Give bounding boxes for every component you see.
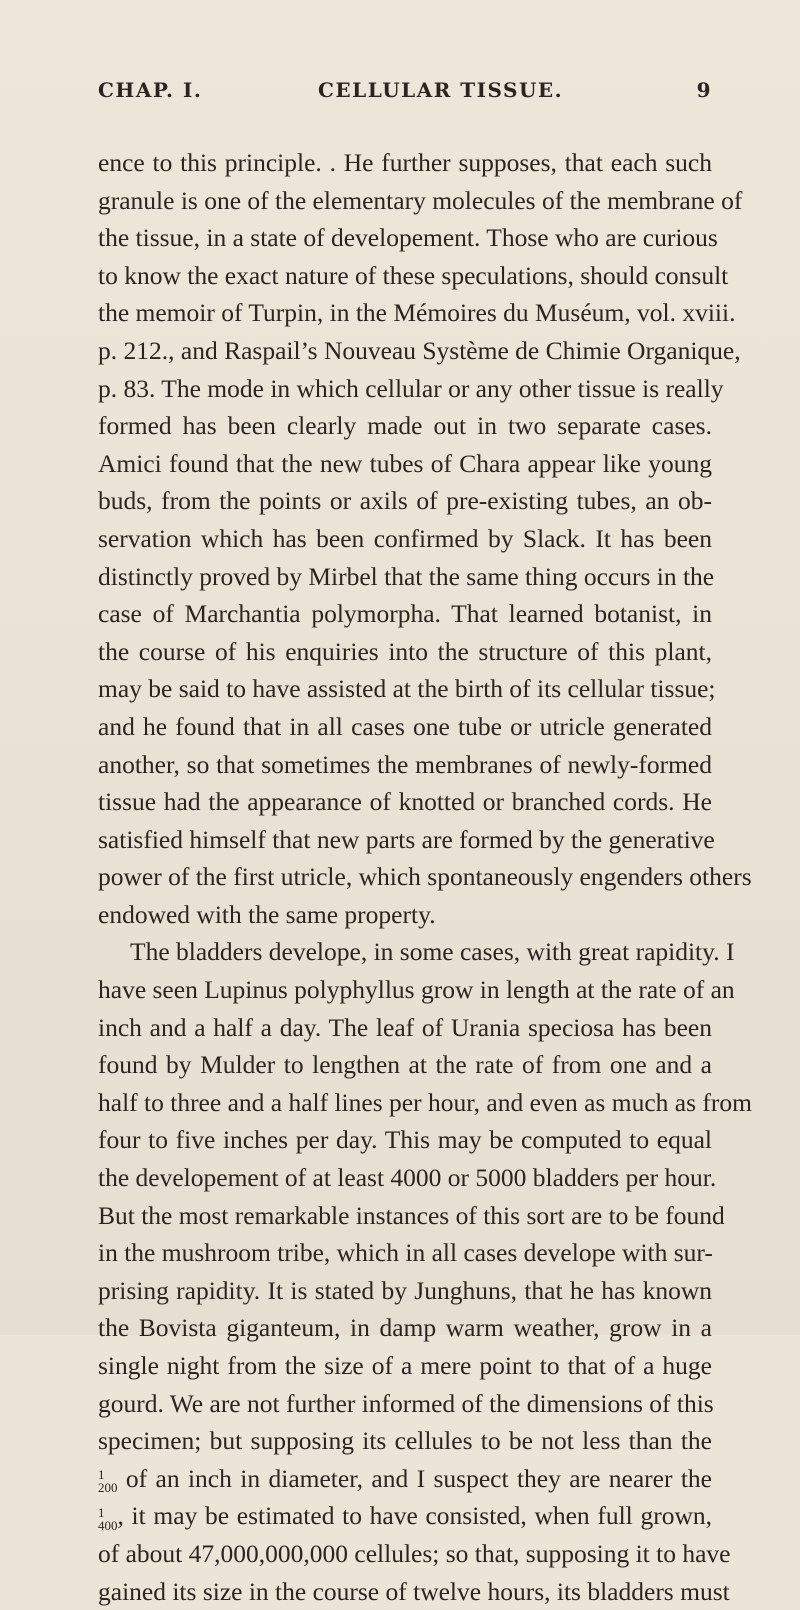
text-line: four to five inches per day. This may be computed to equal <box>98 1125 712 1155</box>
text-line: gained its size in the course of twelve hours, its bladders must <box>98 1576 730 1606</box>
body-text <box>98 144 752 1610</box>
paragraph-start-line: The bladders develope, in some cases, with great rapidity. I <box>130 937 735 967</box>
text-line: found by Mulder to lengthen at the rate of from one and a <box>98 1050 712 1080</box>
text-line: p. 212., and Raspail’s Nouveau Système de Chimie Organique, <box>98 335 741 365</box>
fraction-line <box>98 1497 712 1535</box>
text-line: Amici found that the new tubes of Chara appear like young <box>98 448 712 478</box>
text-line: formed has been clearly made out in two separate cases. <box>98 411 712 441</box>
text-line: satisfied himself that new parts are formed by the generative <box>98 824 715 854</box>
text-line: tissue had the appearance of knotted or branched cords. He <box>98 787 712 817</box>
text-line: the Bovista giganteum, in damp warm weather, grow in a <box>98 1313 712 1343</box>
text-line: in the mushroom tribe, which in all cases develope with sur- <box>98 1238 713 1268</box>
text-line: the course of his enquiries into the structure of this plant, <box>98 636 712 666</box>
fraction-numerator: 1 <box>98 1504 105 1520</box>
text-line: specimen; but supposing its cellules to be not less than the <box>98 1426 712 1456</box>
fraction-1-200 <box>98 1468 118 1494</box>
paragraph-end-line: endowed with the same property. <box>98 899 436 929</box>
text-line: prising rapidity. It is stated by Junghuns, that he has known <box>98 1275 712 1305</box>
text-line: of an inch in diameter, and I suspect they are nearer the <box>125 1463 712 1493</box>
text-line: may be said to have assisted at the birth of its cellular tissue; <box>98 674 716 704</box>
text-line: single night from the size of a mere point to that of a huge <box>98 1351 712 1380</box>
text-line: case of Marchantia polymorpha. That learned botanist, in <box>98 599 712 629</box>
text-line: to know the exact nature of these speculations, should consult <box>98 260 729 290</box>
text-line: ence to this principle. . He further supposes, that each such <box>98 148 712 177</box>
text-line: servation which has been confirmed by Slack. It has been <box>98 523 712 553</box>
text-line: of about 47,000,000,000 cellules; so that, supposing it to have <box>98 1538 731 1568</box>
text-line: and he found that in all cases one tube or utricle generated <box>98 711 712 741</box>
page-number: 9 <box>696 78 712 102</box>
text-line: p. 83. The mode in which cellular or any other tissue is really <box>98 373 724 403</box>
fraction-numerator: 1 <box>98 1466 105 1482</box>
text-line: another, so that sometimes the membranes of newly-formed <box>98 749 712 779</box>
fraction-line <box>98 1460 712 1498</box>
text-line: the tissue, in a state of developement. Those who are curious <box>98 223 718 253</box>
text-line: granule is one of the elementary molecules of the membrane of <box>98 185 743 215</box>
text-line: half to three and a half lines per hour, and even as much as from <box>98 1087 752 1117</box>
text-line: buds, from the points or axils of pre-existing tubes, an ob- <box>98 486 712 516</box>
text-line: the developement of at least 4000 or 5000 bladders per hour. <box>98 1163 717 1193</box>
fraction-1-400 <box>98 1506 118 1532</box>
fraction-denominator: 200 <box>98 1479 118 1495</box>
chapter-label: CHAP. I. <box>98 78 203 102</box>
running-header <box>98 78 712 106</box>
fraction-denominator: 400 <box>98 1517 118 1533</box>
text-line: gourd. We are not further informed of the dimensions of this <box>98 1388 714 1418</box>
text-line: power of the first utricle, which spontaneously engenders others <box>98 862 752 892</box>
running-title: CELLULAR TISSUE. <box>318 78 564 102</box>
text-line: have seen Lupinus polyphyllus grow in length at the rate of an <box>98 975 735 1005</box>
text-line: distinctly proved by Mirbel that the same thing occurs in the <box>98 561 715 591</box>
text-line: the memoir of Turpin, in the Mémoires du Muséum, vol. xviii. <box>98 298 736 328</box>
text-line: But the most remarkable instances of this sort are to be found <box>98 1200 725 1230</box>
text-line: , it may be estimated to have consisted, when full grown, <box>117 1501 712 1531</box>
text-line: inch and a half a day. The leaf of Urania speciosa has been <box>98 1012 712 1042</box>
